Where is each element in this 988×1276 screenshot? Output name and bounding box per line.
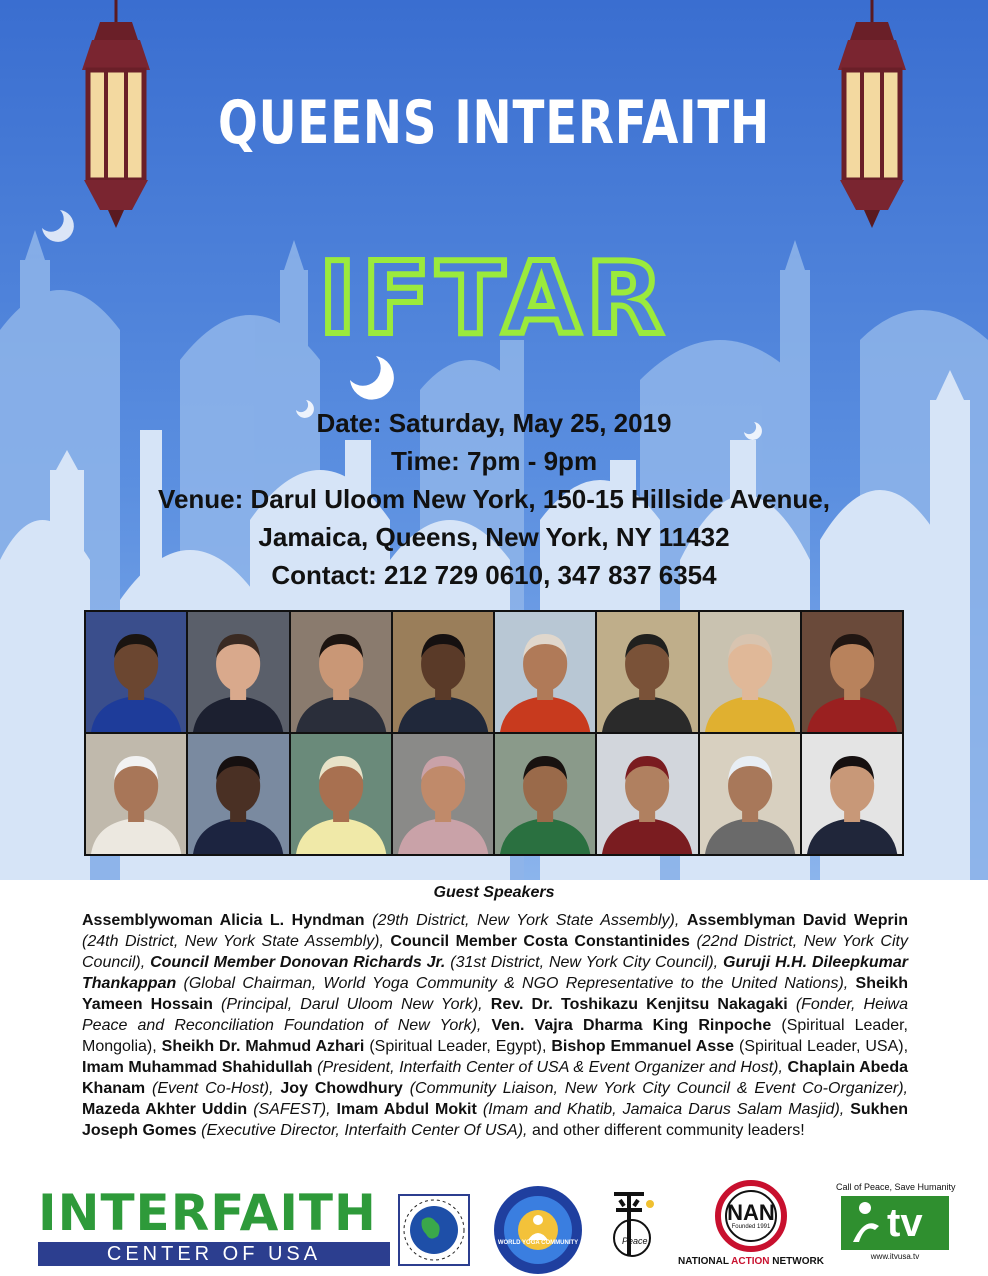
itv-usa-logo (836, 1182, 954, 1272)
portrait-silhouette-icon (188, 734, 288, 854)
speaker-role: (Imam and Khatib, Jamaica Darus Salam Masjid), (482, 1101, 845, 1118)
speaker-role: (Principal, Darul Uloom New York), (221, 996, 483, 1013)
speaker-role: (Executive Director, Interfaith Center Of USA), (201, 1122, 528, 1139)
portrait-silhouette-icon (700, 734, 800, 854)
yoga-caption: WORLD YOGA COMMUNITY (497, 1240, 579, 1246)
speaker-name: Imam Muhammad Shahidullah (82, 1059, 313, 1076)
portrait-silhouette-icon (495, 734, 595, 854)
iftar-heading: IFTAR (318, 240, 670, 357)
portrait-silhouette-icon (188, 612, 288, 732)
speaker-photo-grid (84, 610, 904, 856)
itv-badge (841, 1196, 949, 1250)
speaker-role: (22nd District, New York City Council), (82, 933, 908, 971)
speaker-photo (597, 612, 697, 732)
world-yoga-community-logo (492, 1184, 584, 1276)
itv-url: www.itvusa.tv (870, 1252, 920, 1261)
peace-caption: Peace (622, 1236, 648, 1246)
nan-caption (676, 1256, 826, 1267)
itv-person-icon (845, 1196, 885, 1250)
event-contact: Contact: 212 729 0610, 347 837 6354 (271, 560, 717, 590)
guest-speakers-heading: Guest Speakers (433, 884, 555, 901)
portrait-silhouette-icon (393, 734, 493, 854)
speaker-role: (Spiritual Leader, USA), (738, 1038, 909, 1055)
event-date: Date: Saturday, May 25, 2019 (316, 408, 672, 438)
speaker-photo (86, 734, 186, 854)
peace-brush-icon (604, 1186, 660, 1270)
speaker-name: Sheikh Dr. Mahmud Azhari (161, 1038, 365, 1055)
speaker-role: (Spiritual Leader, Mongolia), (82, 1017, 909, 1055)
speaker-role: (Event Co-Host), (151, 1080, 274, 1097)
portrait-silhouette-icon (700, 612, 800, 732)
globe-icon (400, 1196, 468, 1264)
speaker-name: Joy Chowdhury (280, 1080, 403, 1097)
portrait-silhouette-icon (393, 612, 493, 732)
speaker-photo (291, 612, 391, 732)
speaker-photo (393, 734, 493, 854)
speaker-name: Assemblywoman Alicia L. Hyndman (82, 912, 365, 929)
speaker-role: (Community Liaison, New York City Council & Event Co-Organizer), (409, 1080, 908, 1097)
speaker-photo (700, 612, 800, 732)
guest-speakers-list (82, 910, 908, 1141)
speakers-closing: and other different community leaders! (531, 1122, 805, 1139)
speaker-name: Sheikh Yameen Hossain (82, 975, 908, 1013)
poster-title: QUEENS INTERFAITH (218, 88, 770, 158)
portrait-silhouette-icon (495, 612, 595, 732)
speaker-photo (86, 612, 186, 732)
speaker-name: Assemblyman David Weprin (686, 912, 908, 929)
interfaith-wordmark: INTERFAITH (38, 1184, 377, 1242)
event-venue-line1: Venue: Darul Uloom New York, 150-15 Hillside Avenue, (158, 484, 830, 514)
speaker-name: Ven. Vajra Dharma King Rinpoche (491, 1017, 772, 1034)
speaker-name: Chaplain Abeda Khanam (82, 1059, 908, 1097)
speaker-name: Sukhen Joseph Gomes (82, 1101, 909, 1139)
speaker-name: Mazeda Akhter Uddin (82, 1101, 248, 1118)
speaker-name: Imam Abdul Mokit (336, 1101, 477, 1118)
portrait-silhouette-icon (86, 734, 186, 854)
portrait-silhouette-icon (597, 612, 697, 732)
interfaith-center-logo (38, 1184, 390, 1270)
speaker-role: (Spiritual Leader, Egypt), (369, 1038, 547, 1055)
nan-caption-national: NATIONAL (678, 1256, 732, 1267)
itv-tagline: Call of Peace, Save Humanity (836, 1182, 956, 1192)
speaker-photo (495, 734, 595, 854)
national-action-network-logo (676, 1180, 826, 1270)
speaker-role: (Fonder, Heiwa Peace and Reconciliation Foundation of New York), (82, 996, 909, 1034)
speaker-role: (President, Interfaith Center of USA & Event Organizer and Host), (317, 1059, 783, 1076)
speaker-name: Rev. Dr. Toshikazu Kenjitsu Nakagaki (490, 996, 788, 1013)
speaker-name: Bishop Emmanuel Asse (551, 1038, 735, 1055)
globe-emblem-logo (398, 1194, 470, 1266)
interfaith-subtitle: CENTER OF USA (38, 1242, 390, 1266)
peace-foundation-logo (604, 1186, 660, 1270)
nan-caption-network: NETWORK (769, 1256, 824, 1267)
speaker-name: Council Member Costa Constantinides (390, 933, 690, 950)
speaker-photo (802, 734, 902, 854)
speaker-role: (SAFEST), (253, 1101, 331, 1118)
portrait-silhouette-icon (597, 734, 697, 854)
event-time: Time: 7pm - 9pm (390, 446, 598, 476)
nan-letters: NAN (727, 1200, 775, 1225)
speaker-photo (597, 734, 697, 854)
speaker-role: (Global Chairman, World Yoga Community & NGO Representative to the United Nations), (183, 975, 849, 992)
portrait-silhouette-icon (802, 734, 902, 854)
speaker-photo (495, 612, 595, 732)
speaker-photo (700, 734, 800, 854)
portrait-silhouette-icon (802, 612, 902, 732)
portrait-silhouette-icon (86, 612, 186, 732)
itv-wordmark: tv (887, 1201, 923, 1245)
speaker-photo (802, 612, 902, 732)
speaker-role: (29th District, New York State Assembly), (372, 912, 680, 929)
nan-founded: Founded 1991 (731, 1224, 771, 1230)
nan-caption-action: ACTION (731, 1256, 770, 1267)
speaker-name: Council Member Donovan Richards Jr. (150, 954, 446, 971)
portrait-silhouette-icon (291, 734, 391, 854)
speaker-role: (31st District, New York City Council), (450, 954, 719, 971)
speaker-role: (24th District, New York State Assembly), (82, 933, 384, 950)
speaker-name: Guruji H.H. Dileepkumar Thankappan (82, 954, 909, 992)
event-venue-line2: Jamaica, Queens, New York, NY 11432 (258, 522, 730, 552)
yoga-emblem-icon (492, 1184, 584, 1276)
speaker-photo (393, 612, 493, 732)
speaker-photo (188, 734, 288, 854)
speaker-photo (291, 734, 391, 854)
portrait-silhouette-icon (291, 612, 391, 732)
speaker-photo (188, 612, 288, 732)
